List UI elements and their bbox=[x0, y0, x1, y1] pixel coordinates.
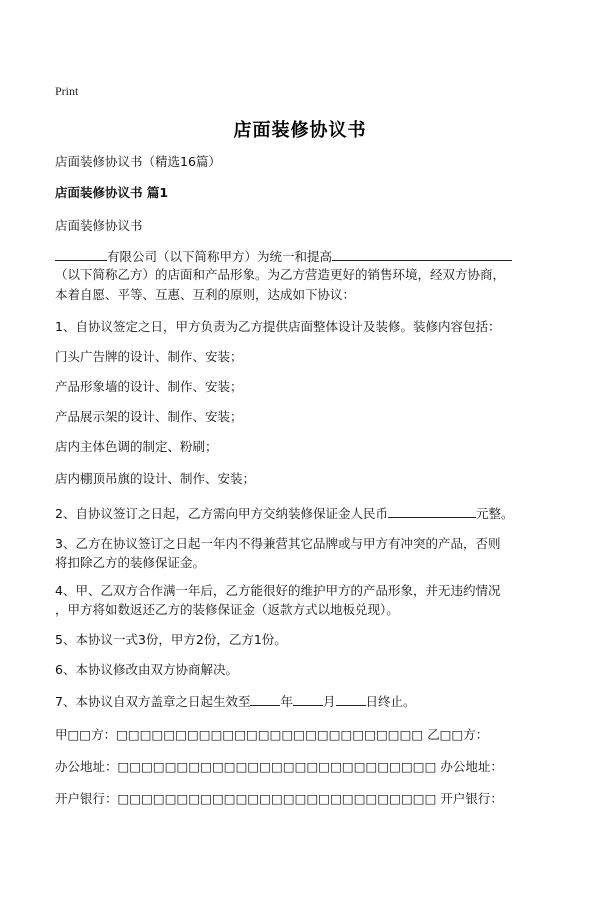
clause-7-text: 7、本协议自双方盖章之日起生效至 bbox=[55, 694, 251, 709]
subtitle: 店面装修协议书（精选16篇） bbox=[55, 154, 221, 169]
day-blank bbox=[336, 691, 366, 706]
party-line-1 bbox=[55, 246, 555, 267]
clause-2 bbox=[55, 503, 555, 524]
list-item: 店内主体色调的制定、粉刷； bbox=[55, 439, 218, 454]
clause-2-text: 2、自协议签订之日起，乙方需向甲方交纳装修保证金人民币 bbox=[55, 506, 388, 521]
print-link[interactable]: Print bbox=[55, 84, 79, 98]
party-line-1-text: 有限公司（以下简称甲方）为统一和提高 bbox=[107, 249, 333, 264]
list-item: 产品展示架的设计、制作、安装； bbox=[55, 409, 243, 424]
month-blank bbox=[293, 691, 323, 706]
clause-3-line-1: 3、乙方在协议签订之日起一年内不得兼营其它品牌或与甲方有冲突的产品，否则 bbox=[55, 536, 501, 551]
list-item: 店内棚顶吊旗的设计、制作、安装； bbox=[55, 471, 256, 486]
party-line-3: 本着自愿、平等、互惠、互利的原则，达成如下协议： bbox=[55, 287, 356, 302]
company-name-blank bbox=[55, 246, 107, 261]
clause-6: 6、本协议修改由双方协商解决。 bbox=[55, 662, 238, 677]
signature-office: 办公地址：□□□□□□□□□□□□□□□□□□□□□□□□□□□ 办公地址： bbox=[55, 759, 503, 774]
clause-7-suffix: 日终止。 bbox=[365, 694, 416, 709]
year-label: 年 bbox=[280, 694, 293, 709]
clause-7 bbox=[55, 691, 555, 712]
clause-4-line-1: 4、甲、乙双方合作满一年后，乙方能很好的维护甲方的产品形象，并无违约情况 bbox=[55, 583, 501, 598]
list-item: 门头广告牌的设计、制作、安装； bbox=[55, 349, 243, 364]
clause-2-suffix: 元整。 bbox=[475, 506, 514, 521]
list-item: 产品形象墙的设计、制作、安装； bbox=[55, 379, 243, 394]
signature-bank: 开户银行：□□□□□□□□□□□□□□□□□□□□□□□□□□□ 开户银行： bbox=[55, 791, 503, 806]
year-blank bbox=[250, 691, 280, 706]
clause-5: 5、本协议一式3份，甲方2份，乙方1份。 bbox=[55, 632, 287, 647]
party-b-name-blank bbox=[332, 246, 512, 261]
clause-1: 1、自协议签定之日，甲方负责为乙方提供店面整体设计及装修。装修内容包括： bbox=[55, 319, 501, 334]
deposit-amount-blank bbox=[388, 503, 476, 518]
section-heading: 店面装修协议书 篇1 bbox=[55, 185, 169, 200]
document-name: 店面装修协议书 bbox=[55, 218, 143, 233]
party-line-2: （以下简称乙方）的店面和产品形象。为乙方营造更好的销售环境，经双方协商， bbox=[55, 267, 506, 282]
clause-4-line-2: ，甲方将如数返还乙方的装修保证金（返款方式以地板兑现）。 bbox=[55, 602, 399, 617]
page-title: 店面装修协议书 bbox=[233, 120, 367, 141]
clause-3-line-2: 将扣除乙方的装修保证金。 bbox=[55, 555, 206, 570]
month-label: 月 bbox=[322, 694, 336, 709]
signature-party-a: 甲□□方：□□□□□□□□□□□□□□□□□□□□□□□□□□ 乙□□方： bbox=[55, 727, 489, 742]
